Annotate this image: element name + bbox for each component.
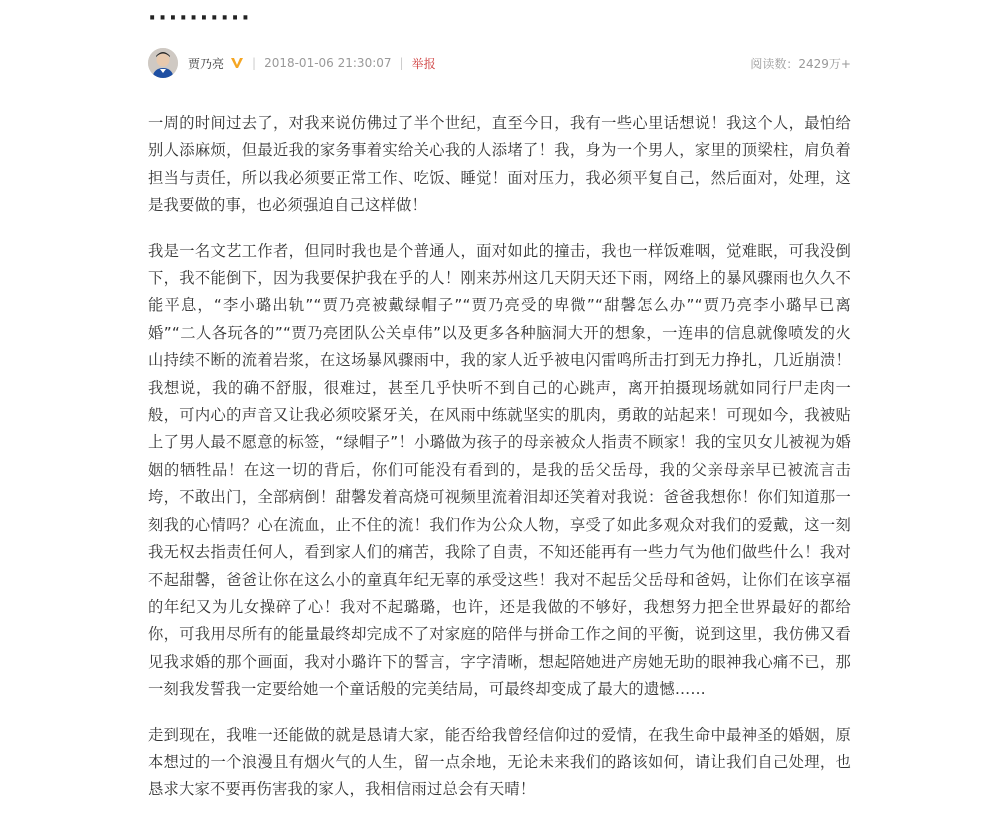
meta-divider: | bbox=[399, 56, 404, 70]
read-count-value: 2429万+ bbox=[798, 56, 851, 71]
article-paragraph: 一周的时间过去了，对我来说仿佛过了半个世纪，直至今日，我有一些心里话想说！我这个人，最怕给别人添麻烦，但最近我的家务事着实给关心我的人添堵了！我，身为一个男人，家里的顶梁柱，肩负着担当与责任，所以我必须要正常工作、吃饭、睡觉！面对压力，我必须平复自己，然后面对，处理，这是我要做的事，也必须强迫自己这样做！ bbox=[148, 114, 851, 215]
article-paragraph: 我是一名文艺工作者，但同时我也是个普通人，面对如此的撞击，我也一样饭难咽，觉难眠，可我没倒下，我不能倒下，因为我要保护我在乎的人！刚来苏州这几天阴天还下雨，网络上的暴风骤雨也久久不能平息，“李小璐出轨”“贾乃亮被戴绿帽子”“贾乃亮受的卑微”“甜馨怎么办”“贾乃亮李小璐早已离婚”“二人各玩各的”“贾乃亮团队公关卓伟”以及更多各种脑洞大开的想象，一连串的信息就像喷发的火山持续不断的流着岩浆，在这场暴风骤雨中，我的家人近乎被电闪雷鸣所击打到无力挣扎，几近崩溃！我想说，我的确不舒服，很难过，甚至几乎快听不到自己的心跳声，离开拍摄现场就如同行尸走肉一般，可内心的声音又让我必须咬紧牙关，在风雨中练就坚实的肌肉，勇敢的站起来！可现如今，我被贴上了男人最不愿意的标签，“绿帽子”！小璐做为孩子的母亲被众人指责不顾家！我的宝贝女儿被视为婚姻的牺牲品！在这一切的背后，你们可能没有看到的，是我的岳父岳母，我的父亲母亲早已被流言击垮，不敢出门，全部病倒！甜馨发着高烧可视频里流着泪却还笑着对我说：爸爸我想你！你们知道那一刻我的心情吗？心在流血，止不住的流！我们作为公众人物，享受了如此多观众对我们的爱戴，这一刻我无权去指责任何人，看到家人们的痛苦，我除了自责，不知还能再有一些力气为他们做些什么！我对不起甜馨，爸爸让你在这么小的童真年纪无辜的承受这些！我对不起岳父岳母和爸妈，让你们在该享福的年纪又为儿女操碎了心！我对不起璐璐，也许，还是我做的不够好，我想努力把全世界最好的都给你，可我用尽所有的能量最终却完成不了对家庭的陪伴与拼命工作之间的平衡，说到这里，我仿佛又看见我求婚的那个画面，我对小璐许下的誓言，字字清晰，想起陪她进产房她无助的眼神我心痛不已，那一刻我发誓我一定要给她一个童话般的完美结局，可最终却变成了最大的遗憾…… bbox=[148, 241, 851, 699]
article-paragraph: 走到现在，我唯一还能做的就是恳请大家，能否给我曾经信仰过的爱情，在我生命中最神圣的婚姻，原本想过的一个浪漫且有烟火气的人生，留一点余地，无论未来我们的路该如何，请让我们自己处理，也恳求大家不要再伤害我的家人，我相信雨过总会有天晴！ bbox=[148, 725, 851, 799]
avatar-portrait-icon bbox=[148, 48, 178, 78]
avatar[interactable] bbox=[148, 48, 178, 78]
report-link[interactable]: 举报 bbox=[411, 56, 436, 71]
publish-time: 2018-01-06 21:30:07 bbox=[264, 56, 392, 70]
article-body bbox=[148, 110, 851, 822]
meta-divider: | bbox=[252, 56, 257, 70]
article-title: ·········· bbox=[148, 6, 252, 31]
author-name[interactable]: 贾乃亮 bbox=[188, 56, 225, 71]
read-count-label: 阅读数： bbox=[750, 56, 799, 71]
verified-v-icon bbox=[230, 56, 244, 70]
read-count bbox=[750, 55, 851, 72]
article-meta-bar bbox=[148, 46, 851, 80]
